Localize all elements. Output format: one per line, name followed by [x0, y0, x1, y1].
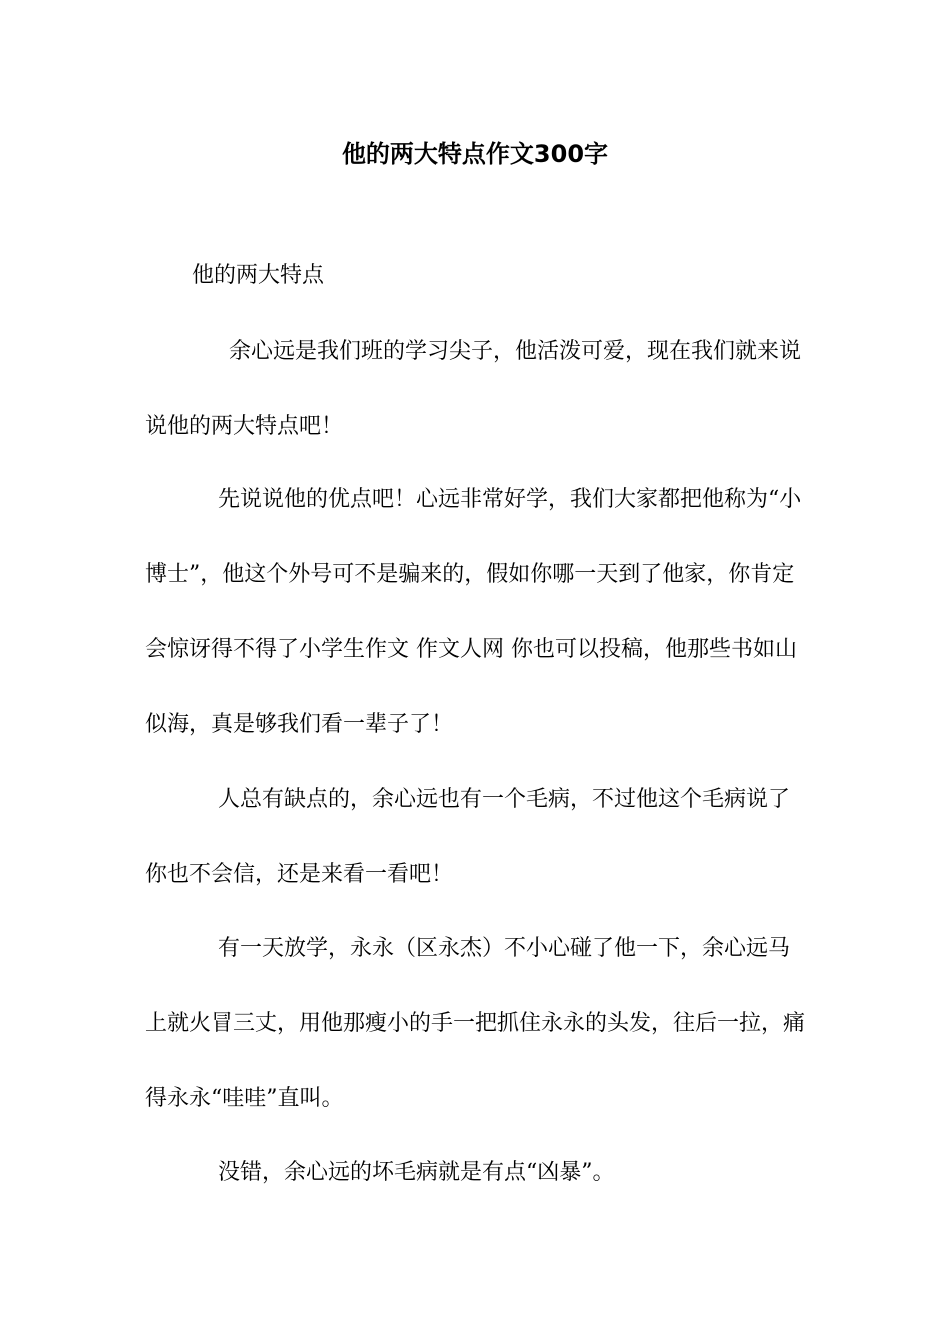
paragraph-2: 先说说他的优点吧！心远非常好学，我们大家都把他称为“小博士”，他这个外号可不是骗来的，假如你哪一天到了他家，你肯定会惊讶得不得了小学生作文 作文人网 你也可以投稿，他那些书如山似海，真是够我们看一辈子了！: [145, 487, 802, 737]
section-heading: 他的两大特点: [192, 263, 325, 288]
paragraph-5: 没错，余心远的坏毛病就是有点“凶暴”。: [218, 1160, 615, 1185]
paragraph-3: 人总有缺点的，余心远也有一个毛病，不过他这个毛病说了你也不会信，还是来看一看吧！: [145, 787, 791, 887]
paragraph-1: 余心远是我们班的学习尖子，他活泼可爱，现在我们就来说说他的两大特点吧！: [145, 339, 802, 439]
document-title: 他的两大特点作文300字: [341, 140, 609, 168]
paragraph-4: 有一天放学，永永（区永杰）不小心碰了他一下，余心远马上就火冒三丈，用他那瘦小的手一把抓住永永的头发，往后一拉，痛得永永“哇哇”直叫。: [145, 936, 806, 1111]
